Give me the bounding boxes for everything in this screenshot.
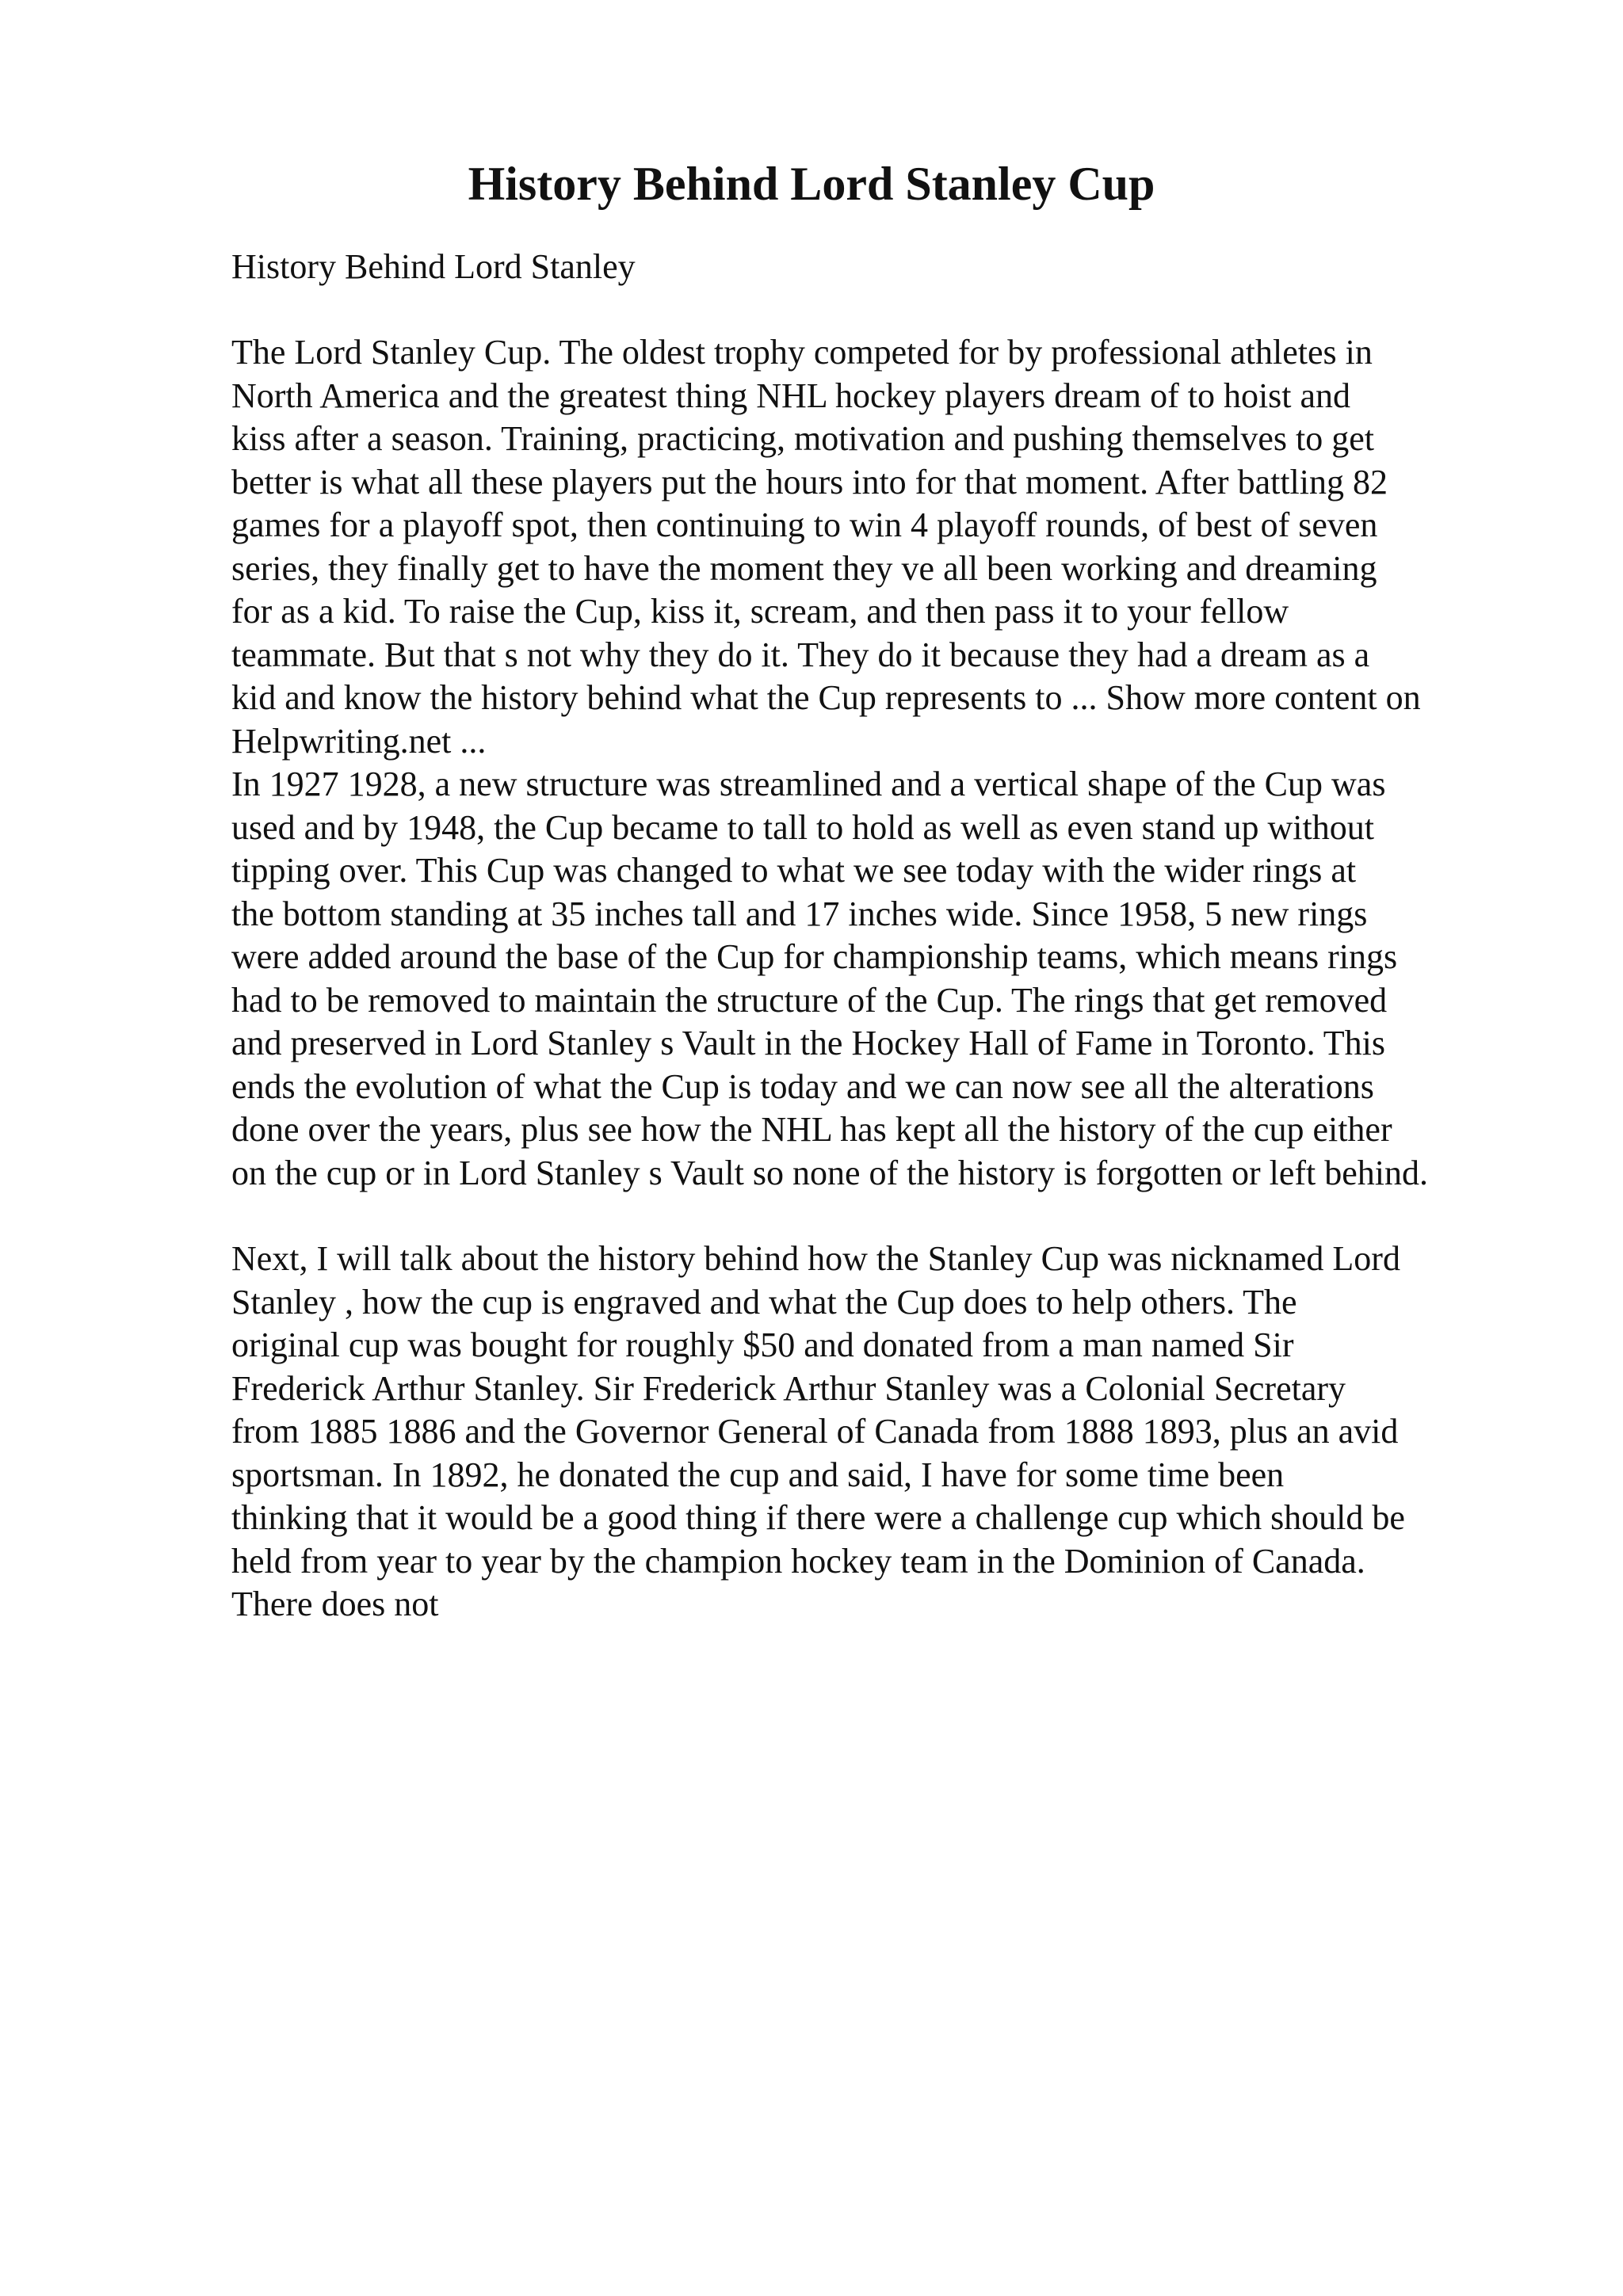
paragraph-line: Stanley , how the cup is engraved and what the Cup does to help others. The [231,1282,1297,1322]
paragraph-line: North America and the greatest thing NHL hockey players dream of to hoist and [231,376,1351,415]
paragraph-line: had to be removed to maintain the structure of the Cup. The rings that get removed [231,980,1388,1020]
paragraph-1 [231,331,1594,763]
paragraph-line: were added around the base of the Cup for championship teams, which means rings [231,937,1398,976]
paragraph-2 [231,763,1594,1195]
paragraph-line: games for a playoff spot, then continuing to win 4 playoff rounds, of best of seven [231,505,1378,544]
paragraph-line: teammate. But that s not why they do it. They do it because they had a dream as a [231,635,1370,674]
document-subtitle: History Behind Lord Stanley [231,247,636,286]
paragraph-line: kiss after a season. Training, practicing, motivation and pushing themselves to get [231,419,1374,458]
paragraph-line: series, they finally get to have the moment they ve all been working and dreaming [231,548,1377,588]
paragraph-line: the bottom standing at 35 inches tall and 17 inches wide. Since 1958, 5 new rings [231,894,1368,933]
paragraph-3 [231,1238,1594,1627]
paragraph-line: In 1927 1928, a new structure was streamlined and a vertical shape of the Cup was [231,765,1386,803]
paragraph-line: done over the years, plus see how the NHL has kept all the history of the cup either [231,1110,1392,1149]
paragraph-line: held from year to year by the champion hockey team in the Dominion of Canada. [231,1541,1365,1581]
paragraph-line: used and by 1948, the Cup became to tall to hold as well as even stand up without [231,807,1374,847]
paragraph-line: Next, I will talk about the history behind how the Stanley Cup was nicknamed Lord [231,1239,1400,1278]
paragraph-line: Frederick Arthur Stanley. Sir Frederick Arthur Stanley was a Colonial Secretary [231,1368,1346,1408]
paragraph-line: kid and know the history behind what the Cup represents to ... Show more content on [231,678,1421,717]
paragraph-line: sportsman. In 1892, he donated the cup and said, I have for some time been [231,1455,1285,1494]
paragraph-line: The Lord Stanley Cup. The oldest trophy competed for by professional athletes in [231,333,1373,372]
paragraph-line: from 1885 1886 and the Governor General of Canada from 1888 1893, plus an avid [231,1412,1399,1451]
paragraph-line: and preserved in Lord Stanley s Vault in the Hockey Hall of Fame in Toronto. This [231,1024,1385,1062]
paragraph-line: thinking that it would be a good thing if there were a challenge cup which should be [231,1498,1405,1537]
paragraph-line: better is what all these players put the hours into for that moment. After battling 82 [231,462,1388,502]
paragraph-line: tipping over. This Cup was changed to what we see today with the wider rings at [231,851,1357,890]
paragraph-line: There does not [231,1585,439,1623]
paragraph-line: on the cup or in Lord Stanley s Vault so none of the history is forgotten or left behind. [231,1153,1429,1192]
paragraph-line: Helpwriting.net ... [231,721,487,761]
paragraph-line: original cup was bought for roughly $50 and donated from a man named Sir [231,1325,1294,1364]
paragraph-line: ends the evolution of what the Cup is today and we can now see all the alterations [231,1066,1374,1106]
document-title: History Behind Lord Stanley Cup [468,158,1155,210]
paragraph-line: for as a kid. To raise the Cup, kiss it, scream, and then pass it to your fellow [231,592,1289,631]
